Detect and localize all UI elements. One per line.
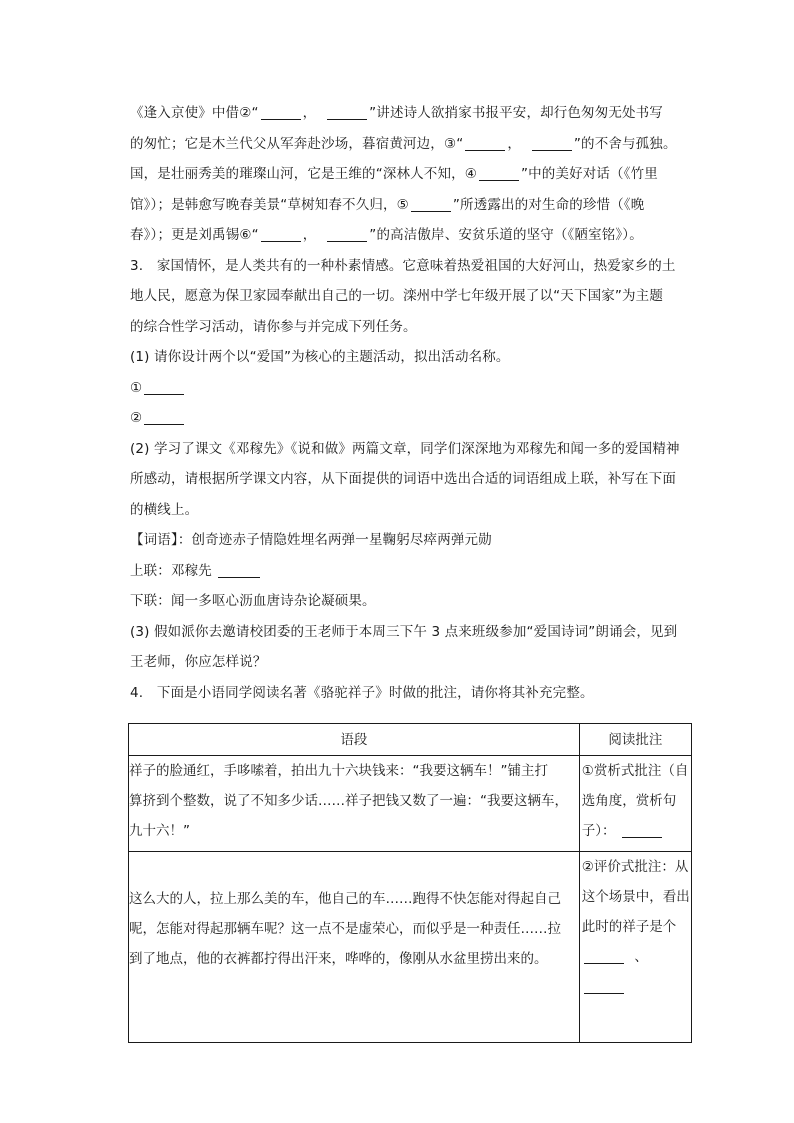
- q3-sub3-line-1: (3) 假如派你去邀请校团委的王老师于本周三下午 3 点来班级参加“爱国诗词”朗诵会，见到: [130, 623, 678, 640]
- q3-upper-couplet: 上联：邓稼先: [130, 556, 692, 587]
- passage-cell: 祥子的脸通红，手哆嗦着，拍出九十六块钱来：“我要这辆车！”铺主打 算挤到个整数，说了不知多少话……祥子把钱又数了一遍：“我要这辆车， 九十六！”: [129, 756, 580, 852]
- table-row: [129, 756, 692, 852]
- table-row: [129, 852, 692, 1043]
- answer-blank[interactable]: [532, 134, 572, 151]
- annotation-cell: ②评价式批注：从 这个场景中，看出 此时的祥子是个 、: [579, 852, 691, 1043]
- header-annotation: 阅读批注: [579, 724, 691, 756]
- answer-blank[interactable]: [584, 947, 624, 964]
- q3-sub1: (1) 请你设计两个以“爱国”为核心的主题活动，拟出活动名称。: [130, 349, 510, 365]
- header-passage: 语段: [129, 724, 580, 756]
- annotation-cell: ①赏析式批注（自 选角度，赏析句 子）：: [579, 756, 691, 852]
- q3-option-1: ①: [130, 373, 692, 404]
- passage-cell: 这么大的人，拉上那么美的车，他自己的车……跑得不快怎能对得起自己 呢，怎能对得起那辆车呢？这一点不是虚荣心，而似乎是一种责任……拉 到了地点，他的衣裤都拧得出汗来，哗哗的，像刚从水盆里捞出来的。: [129, 852, 580, 1043]
- q2-line-5: 春》）；更是刘禹锡⑥“ ， ”的高洁傲岸、安贫乐道的坚守（《陋室铭》）。: [130, 227, 643, 243]
- question-content: [130, 98, 692, 708]
- answer-blank[interactable]: [261, 225, 301, 242]
- answer-blank[interactable]: [584, 977, 624, 994]
- answer-blank[interactable]: [144, 408, 184, 425]
- q3-sub3-line-2: 王老师，你应怎样说？: [130, 654, 267, 670]
- answer-blank[interactable]: [411, 195, 451, 212]
- q3-intro-line-3: 的综合性学习活动，请你参与并完成下列任务。: [130, 318, 417, 335]
- q3-words: [130, 525, 692, 556]
- q3-option-2: ②: [130, 403, 692, 434]
- table-header-row: [129, 724, 692, 756]
- q2-line-4: 馆》）；是韩愈写晚春美景“草树知春不久归，⑤ ”所透露出的对生命的珍惜（《晚: [130, 196, 645, 213]
- q3-sub2-line-3: 的横线上。: [130, 501, 199, 518]
- q2-line-2: 的匆忙；它是木兰代父从军奔赴沙场，暮宿黄河边，③“ ， ”的不舍与孤独。: [130, 135, 677, 152]
- words-label: 【词语】: [130, 532, 178, 548]
- answer-blank[interactable]: [479, 164, 519, 181]
- words-list: ：创奇迹赤子情隐姓埋名两弹一星鞠躬尽瘁两弹元勋: [177, 532, 492, 548]
- answer-blank[interactable]: [327, 103, 367, 120]
- q3-lower-couplet: 下联：闻一多呕心沥血唐诗杂论凝硕果。: [130, 593, 376, 609]
- answer-blank[interactable]: [465, 134, 505, 151]
- answer-blank[interactable]: [144, 378, 184, 395]
- annotation-table: [128, 723, 692, 1043]
- q2-line-3: 国，是壮丽秀美的璀璨山河，它是王维的“深林人不知，④ ”中的美好对话（《竹里: [130, 166, 658, 182]
- answer-blank[interactable]: [218, 561, 260, 578]
- q3-intro-line-1: 3. 家国情怀，是人类共有的一种朴素情感。它意味着热爱祖国的大好河山，热爱家乡的土: [130, 257, 676, 274]
- answer-blank[interactable]: [261, 103, 301, 120]
- q4-intro: 4. 下面是小语同学阅读名著《骆驼祥子》时做的批注，请你将其补充完整。: [130, 684, 594, 701]
- q3-intro-line-2: 地人民，愿意为保卫家园奉献出自己的一切。滦州中学七年级开展了以“天下国家”为主题: [130, 288, 663, 304]
- q3-sub2-line-1: (2) 学习了课文《邓稼先》《说和做》两篇文章，同学们深深地为邓稼先和闻一多的爱国精神: [130, 440, 680, 457]
- answer-blank[interactable]: [622, 821, 662, 838]
- q2-line-1: 《逢入京使》中借②“ ， ”讲述诗人欲捎家书报平安，却行色匆匆无处书写: [130, 105, 663, 121]
- answer-blank[interactable]: [327, 225, 367, 242]
- q3-sub2-line-2: 所感动，请根据所学课文内容，从下面提供的词语中选出合适的词语组成上联，补写在下面: [130, 471, 676, 487]
